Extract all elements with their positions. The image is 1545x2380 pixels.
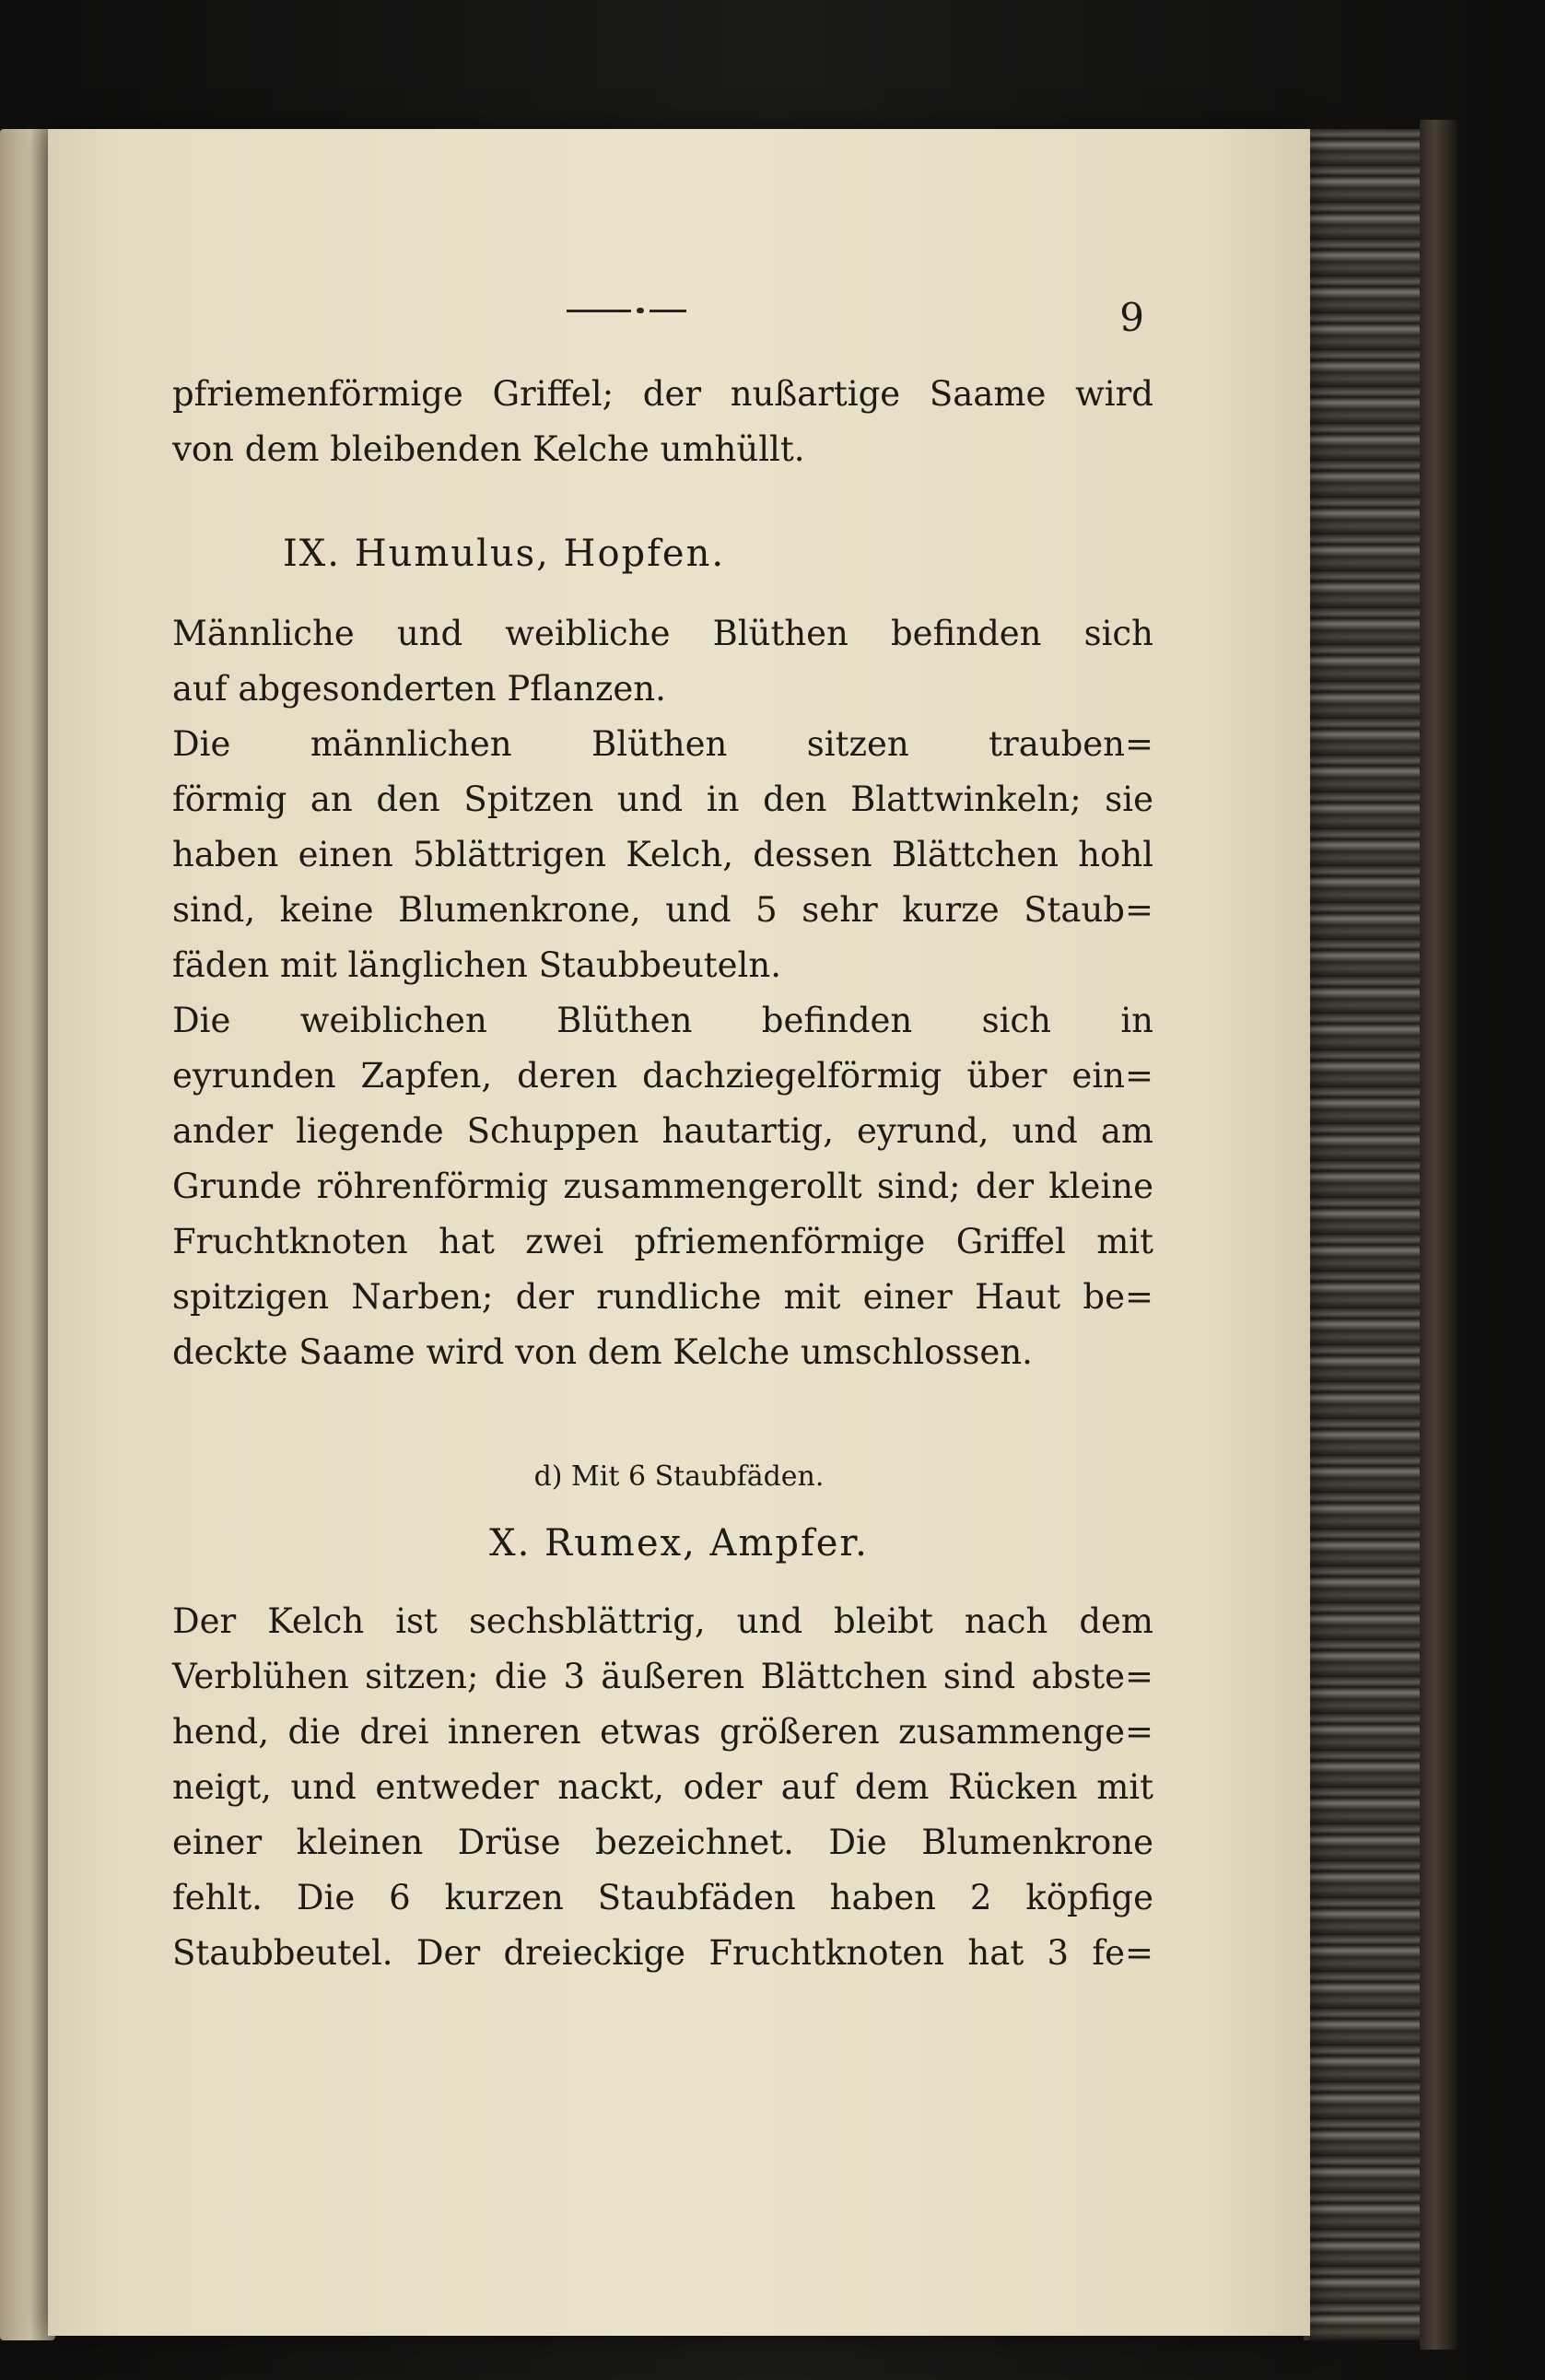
text-line: haben einen 5blättrigen Kelch, dessen Blättchen hohl xyxy=(172,835,1153,874)
page-number: 9 xyxy=(1119,295,1144,340)
text-line: fehlt. Die 6 kurzen Staubfäden haben 2 köpfige xyxy=(172,1878,1153,1917)
text-line: pfriemenförmige Griffel; der nußartige Saame wird xyxy=(172,374,1153,414)
text-line: Verblühen sitzen; die 3 äußeren Blättchen sind abste= xyxy=(172,1657,1153,1696)
text-line: auf abgesonderten Pflanzen. xyxy=(172,669,666,709)
text-line: Die weiblichen Blüthen befinden sich in xyxy=(172,1001,1153,1040)
text-line: hend, die drei inneren etwas größeren zusammenge= xyxy=(172,1712,1153,1752)
text-line: einer kleinen Drüse bezeichnet. Die Blumenkrone xyxy=(172,1823,1153,1862)
text-line: Staubbeutel. Der dreieckige Fruchtknoten hat 3 fe= xyxy=(172,1933,1153,1973)
text-line: Der Kelch ist sechsblättrig, und bleibt nach dem xyxy=(172,1601,1153,1641)
text-line: Männliche und weibliche Blüthen befinden sich xyxy=(172,614,1153,653)
subsection-heading: d) Mit 6 Staubfäden. xyxy=(533,1460,825,1493)
text-line: sind, keine Blumenkrone, und 5 sehr kurze Staub= xyxy=(172,890,1153,930)
book-page xyxy=(48,129,1310,2336)
text-line: Grunde röhrenförmig zusammengerollt sind; der kleine xyxy=(172,1167,1153,1206)
text-line: eyrunden Zapfen, deren dachziegelförmig über ein= xyxy=(172,1056,1153,1096)
text-line: ander liegende Schuppen hautartig, eyrund, und am xyxy=(172,1111,1153,1151)
text-line: deckte Saame wird von dem Kelche umschlossen. xyxy=(172,1332,1033,1372)
header-ornament xyxy=(567,308,686,313)
section-heading-rumex: X. Rumex, Ampfer. xyxy=(489,1522,869,1565)
text-line: fäden mit länglichen Staubbeuteln. xyxy=(172,945,781,985)
book-fore-edge xyxy=(1304,129,1420,2340)
text-line: neigt, und entweder nackt, oder auf dem Rücken mit xyxy=(172,1767,1153,1807)
text-line: förmig an den Spitzen und in den Blattwinkeln; sie xyxy=(172,780,1153,819)
text-line: Die männlichen Blüthen sitzen trauben= xyxy=(172,724,1153,764)
text-line: Fruchtknoten hat zwei pfriemenförmige Griffel mit xyxy=(172,1222,1153,1261)
text-line: spitzigen Narben; der rundliche mit einer Haut be= xyxy=(172,1277,1153,1317)
section-heading-humulus: IX. Humulus, Hopfen. xyxy=(283,533,726,575)
text-line: von dem bleibenden Kelche umhüllt. xyxy=(172,429,805,469)
previous-page-edge xyxy=(0,129,55,2340)
